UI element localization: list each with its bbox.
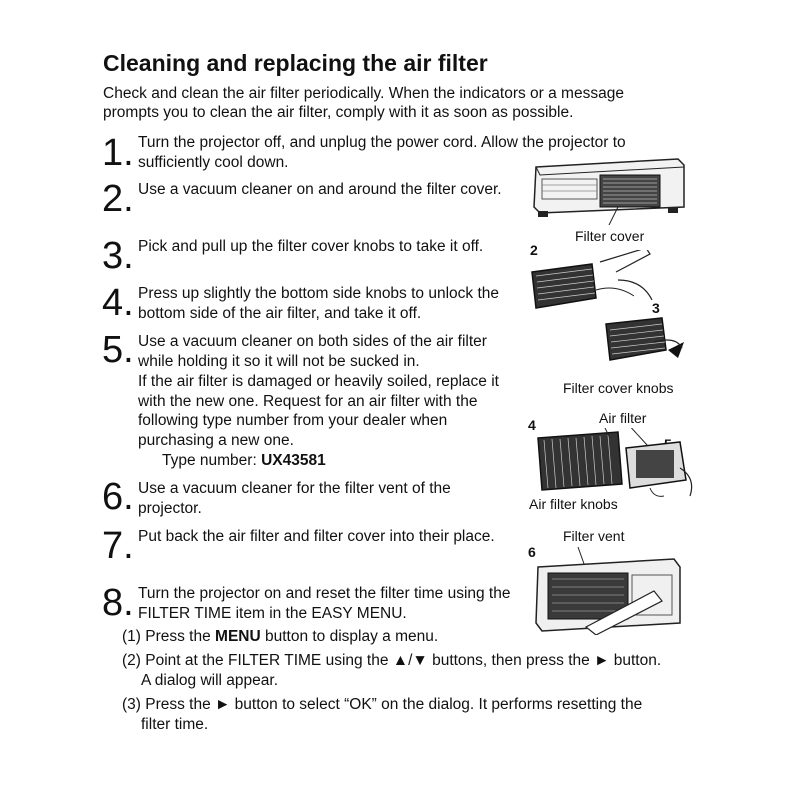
- figure-label-6: 6: [528, 544, 536, 560]
- step-text-1: Turn the projector off, and unplug the power cord. Allow the projector to sufficiently cool down.: [138, 134, 626, 171]
- filter-vent-illustration: [534, 545, 684, 635]
- step-text-2: Use a vacuum cleaner on and around the filter cover.: [138, 181, 502, 198]
- figure-label-3: 3: [652, 300, 660, 316]
- projector-filter-cover-illustration: [528, 155, 688, 225]
- step-number-3: 3.: [102, 235, 134, 277]
- step-number-8: 8.: [102, 582, 134, 624]
- caption-air-filter-knobs: Air filter knobs: [529, 496, 618, 512]
- type-number-line: [162, 451, 326, 471]
- type-number-value: UX43581: [261, 452, 326, 469]
- caption-air-filter: Air filter: [599, 410, 647, 426]
- air-filter-illustration: [530, 428, 695, 498]
- step-text-3: Pick and pull up the filter cover knobs to take it off.: [138, 238, 484, 255]
- step-text-8: Turn the projector on and reset the filter time using the FILTER TIME item in the EASY MENU.: [138, 585, 511, 622]
- step-text-5-replace: If the air filter is damaged or heavily soiled, replace it with the new one. Request for an air filter with the following type number from your dealer when purchasing a new one.: [138, 373, 499, 449]
- filter-cover-removal-illustration: [526, 250, 686, 390]
- type-number-label: Type number:: [162, 452, 262, 469]
- step-number-5: 5.: [102, 329, 134, 371]
- substep-3-cont: filter time.: [141, 716, 209, 733]
- caption-filter-vent: Filter vent: [563, 528, 625, 544]
- step-text-6: Use a vacuum cleaner for the filter vent of the projector.: [138, 480, 451, 517]
- caption-filter-cover: Filter cover: [575, 228, 645, 244]
- caption-filter-cover-knobs: Filter cover knobs: [563, 380, 674, 396]
- step-text-5: Use a vacuum cleaner on both sides of the air filter while holding it so it will not be sucked in.: [138, 333, 487, 370]
- figure-label-4: 4: [528, 417, 536, 433]
- substep-2: (2) Point at the FILTER TIME using the ▲/▼ buttons, then press the ► button.: [122, 652, 662, 669]
- page-title: Cleaning and replacing the air filter: [103, 50, 488, 76]
- substep-2-cont: A dialog will appear.: [141, 672, 279, 689]
- step-number-4: 4.: [102, 282, 134, 324]
- substep-1: (1) Press the MENU button to display a menu.: [122, 628, 439, 645]
- step-number-7: 7.: [102, 525, 134, 567]
- substep-3: (3) Press the ► button to select “OK” on the dialog. It performs resetting the: [122, 696, 643, 713]
- figure-label-2: 2: [530, 242, 538, 258]
- step-number-6: 6.: [102, 476, 134, 518]
- step-text-7: Put back the air filter and filter cover into their place.: [138, 528, 495, 545]
- step-number-2: 2.: [102, 178, 134, 220]
- intro-paragraph: Check and clean the air filter periodically. When the indicators or a message prompts you to clean the air filter, comply with it as soon as possible.: [103, 85, 624, 121]
- step-text-4: Press up slightly the bottom side knobs to unlock the bottom side of the air filter, and take it off.: [138, 285, 500, 322]
- step-number-1: 1.: [102, 132, 134, 174]
